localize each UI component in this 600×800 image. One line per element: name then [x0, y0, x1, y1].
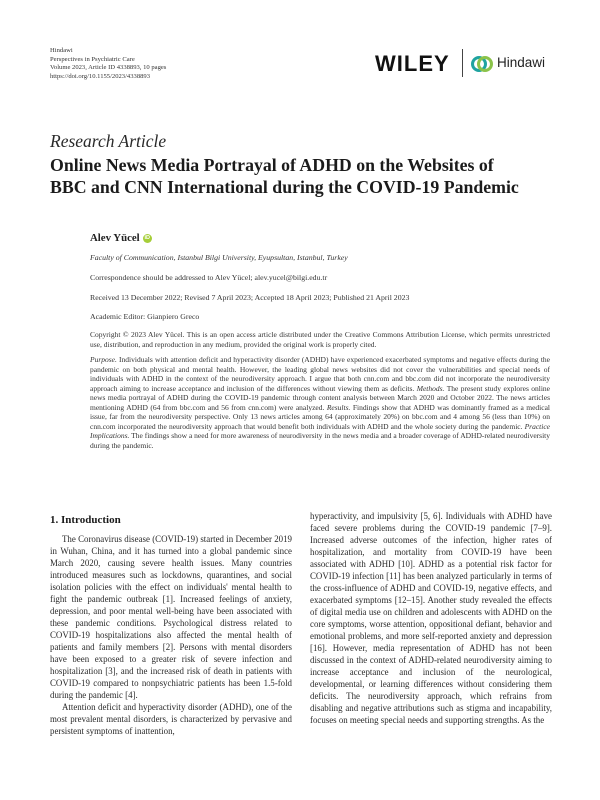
correspondence: Correspondence should be addressed to Alev Yücel; alev.yucel@bilgi.edu.tr	[90, 273, 328, 282]
section-heading: 1. Introduction	[50, 514, 121, 526]
author-name[interactable]: Alev Yücel	[90, 232, 140, 244]
title-line: Online News Media Portrayal of ADHD on the Websites of	[50, 155, 494, 175]
abstract-results: Findings show that ADHD was dominantly framed as a medical issue, far from the neurodiversity perspective. Only 13 news articles among 64 (approximately 20%) on bbc.com and 4 among 56 (less than 10%) on cnn.com incorporated the neurodiversity approach that would benefit both individuals with ADHD and the whole society during the pandemic.	[90, 402, 551, 431]
abstract-methods: The present study explores online news media portrayal of ADHD during the COVID-19 pandemic through content analysis between March 2020 and October 2022. The news articles mentioning ADHD (64 from bbc.com and 56 from cnn.com) were analyzed.	[90, 383, 550, 412]
body-paragraph: Attention deficit and hyperactivity disorder (ADHD), one of the most prevalent mental disorders, is characterized by pervasive and persistent symptoms of inattention,	[50, 702, 292, 736]
article-title	[50, 155, 560, 198]
abstract-implications: The findings show a need for more awareness of neurodiversity in the news media and a broader coverage of ADHD-related neurodiversity during the pandemic.	[90, 431, 550, 450]
hindawi-logo-icon	[470, 52, 494, 76]
academic-editor: Academic Editor: Gianpiero Greco	[90, 312, 200, 321]
meta-line-doi[interactable]: https://doi.org/10.1155/2023/4338893	[50, 72, 151, 80]
body-column-left	[50, 533, 292, 737]
abstract-purpose: Individuals with attention deficit and hyperactivity disorder (ADHD) have experienced exacerbated symptoms and negative effects during the pandemic on both physical and mental health. However, the leading global news websites did not cover the vulnerabilities and special needs of individuals with ADHD in the context of the neurodiversity approach. I argue that both cnn.com and bbc.com did not incorporate the neurodiversity approach aiming to increase acceptance and inclusion of the differences without viewing them as deficits.	[90, 355, 550, 393]
affiliation: Faculty of Communication, Istanbul Bilgi University, Eyupsultan, Istanbul, Turkey	[90, 253, 348, 262]
hindawi-wordmark: Hindawi	[497, 55, 546, 70]
article-type: Research Article	[50, 131, 167, 151]
body-paragraph: hyperactivity, and impulsivity [5, 6]. Individuals with ADHD have faced severe problems during the COVID-19 pandemic [7–9]. Increased adverse outcomes of the infection, higher rates of hospitalization, and mortality from COVID-19 have been associated with ADHD [10]. ADHD as a potential risk factor for COVID-19 infection [11] has been analyzed particularly in terms of the cross-influence of ADHD and COVID-19, negative effects, and exacerbated symptoms [12–15]. Another study revealed the effects of digital media use on children and adolescents with ADHD on the core symptoms, worse attention, oppositional defiant, behavior and emotional problems, and more self-reported anxiety and depression [16]. However, media representation of ADHD has not been discussed in the context of ADHD-related neurodiversity aiming to increase acceptance and inclusion of the neurological, developmental, or learning differences without considering them deficits. The neurodiversity approach, which refrains from disabling and negative attributions such as stigma and incapability, focuses on meeting special needs and supporting strengths. As the	[310, 511, 552, 725]
publication-dates: Received 13 December 2022; Revised 7 April 2023; Accepted 18 April 2023; Published 21 April 2023	[90, 293, 410, 302]
title-line: BBC and CNN International during the COVID-19 Pandemic	[50, 176, 519, 197]
journal-metadata	[50, 47, 166, 81]
body-column-right	[310, 510, 552, 726]
abstract-results-label: Results.	[326, 402, 351, 412]
author-line	[90, 232, 152, 244]
abstract-methods-label: Methods.	[416, 383, 445, 393]
meta-line-publisher: Hindawi	[50, 47, 73, 54]
abstract	[90, 355, 550, 450]
publisher-logos	[372, 47, 552, 79]
meta-line-journal: Perspectives in Psychiatric Care	[50, 55, 135, 63]
abstract-implications-label: Practice Implications.	[90, 421, 550, 440]
logo-divider	[462, 49, 463, 77]
abstract-purpose-label: Purpose.	[90, 355, 117, 364]
wiley-logo: WILEY	[375, 51, 450, 76]
copyright-notice: Copyright © 2023 Alev Yücel. This is an open access article distributed under the Creative Commons Attribution License, which permits unrestricted use, distribution, and reproduction in any medium, provided the original work is properly cited.	[90, 330, 550, 349]
orcid-icon[interactable]: iD	[144, 234, 150, 241]
meta-line-volume: Volume 2023, Article ID 4338893, 10 pages	[50, 64, 167, 72]
body-paragraph: The Coronavirus disease (COVID-19) started in December 2019 in Wuhan, China, and it has turned into a global pandemic since March 2020, causing severe health issues. Many countries introduced measures such as lockdowns, quarantines, and social isolation policies with the effect on individuals' mental health to fight the pandemic outbreak [1]. Increased feelings of anxiety, depression, and poor mental well-being have been associated with these pandemic conditions. Psychological distress related to COVID-19 hospitalizations also affected the mental health of patients and family members [2]. Persons with mental disorders have been exposed to a greater risk of severe infection and hospitalization [3], and the increased risk of death in patients with COVID-19 compared to nonpsychiatric patients has been 1.5-fold during the pandemic [4].	[50, 534, 292, 700]
